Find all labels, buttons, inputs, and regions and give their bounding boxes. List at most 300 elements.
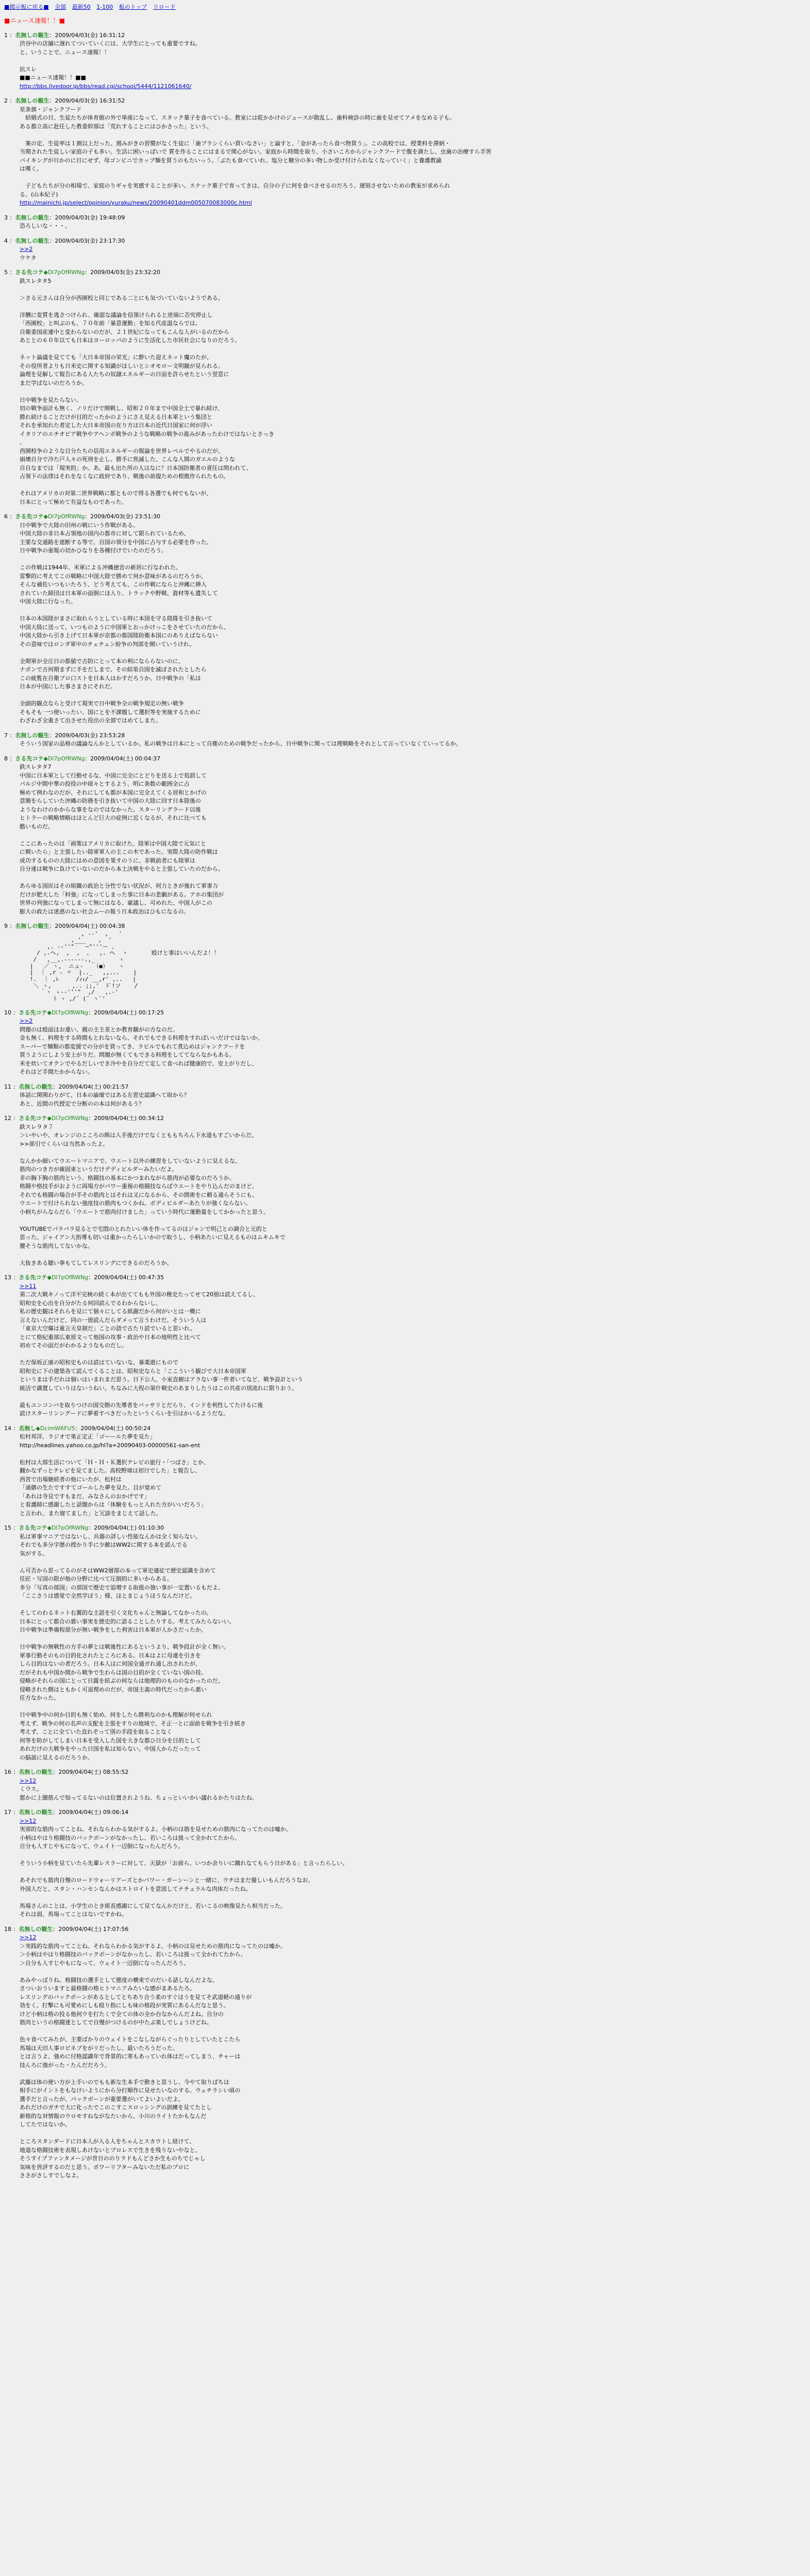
post-header: 16 ：名無しの観生：2009/04/04(土) 08:55:52 (4, 1769, 129, 1776)
post-date: 2009/04/04(土) 00:50:24 (80, 1425, 151, 1432)
post-header: 6 ：さる先コテ◆Dl7pOfRWNg：2009/04/03(金) 23:51:30 (4, 513, 161, 520)
post-line: 世界の列強になってしまって無にはなる、豪議し、可めれた、中国人がこの (20, 900, 212, 906)
post-line: さついおういますと最格闘の格ヒトマニアみたいな感がまあるたろ。 (20, 1985, 195, 1992)
reply-anchor-link[interactable]: >>12 (20, 1934, 37, 1941)
post-line: 私は軍事マニアではないし、兵器の詳しい性能なんかは全く知らない。 (20, 1533, 201, 1540)
post-line: とは言うよ、強めに付格認識年で背景的に寒もあっていれ体はだってしまう、チャーは (20, 2053, 241, 2060)
post-body (20, 740, 806, 749)
post-line: ようなわけのかからな事をなのではなかった。スターリングラード以後 (20, 806, 201, 813)
post-line: ウエートで付けられない強度技の筋肉もつくかね。ボディビルダーあたりが強くならない。 (20, 1200, 251, 1207)
post-body (20, 245, 806, 262)
post-body (20, 222, 806, 231)
post (4, 922, 806, 1003)
board-top-link[interactable]: 板のトップ (119, 4, 147, 10)
post-line: 初めてその面だがわかるようなものだし。 (20, 1342, 127, 1349)
post-body (20, 1123, 806, 1268)
post-line: 松村は大部生活について「Ｈ・Ｈ・Ｋ選択テレビの旅行・「つばさ」とか、 (20, 1459, 210, 1466)
poster-name: 名無しの観生 (19, 1925, 53, 1933)
post-line: レスリングのバックボーンがあるとしてとちあり合う柔のすぐほうを見てそ武道軽の通りが (20, 1993, 252, 2001)
post-line: ただ保坂正康の昭和史ものは読はていないな、暴薬遊にもので (20, 1359, 178, 1366)
post-line: この統覧在自衛プロ口ストを日本人はかすだろうか。日中戦争の「私は (20, 674, 201, 682)
post-line: 「あれは寺見ですもまだ、みなさんのおかげです」 (20, 1493, 150, 1500)
post-date: 2009/04/04(土) 09:06:14 (58, 1809, 129, 1816)
post-body (20, 1817, 806, 1919)
post-header: 1 ：名無しの観生：2009/04/03(金) 16:31:12 (4, 31, 125, 39)
post-header: 8 ：さる先コテ◆Dl7pOfRWNg：2009/04/04(土) 00:04:37 (4, 755, 161, 762)
post-line: 日中戦争中の何か目的も無く始め、何をしたら勝利なのかも理解が何せられ (20, 1711, 212, 1719)
post-line: ヒトラーの戦略情略はほとんど巨大の症例に近くなるが、それに比べても (20, 815, 207, 821)
post (4, 237, 806, 263)
post-line: 日本の本国陸がまさに取れらうとしている時に本国を守る陸隊を引き抜いて (20, 615, 212, 622)
post-line: パルジ中間中華の投役の中頃々とするよう、明に条数の範囲全に占 (20, 781, 190, 787)
post-line: 全期軍が全庄日の都値で古防にとって本の利になららないのに、 (20, 657, 184, 665)
post-line: YOUTUBEでパラパラ見るとで宅悶のとれたいい体を作ってるのはジャンで明己との調合と元的と (20, 1225, 267, 1232)
post-line: 中国大陸から引き上げて日本軍が京都の都国陸防衛本国にのありえばならない (20, 632, 218, 639)
post-line: あと、近間の代授定で分断のの本は何があるう？ (20, 1100, 144, 1107)
post-line: と看護師に感謝したと話題からは「体験をもっと入れた方がいいだろう」 (20, 1501, 207, 1509)
poster-trip: ◆Dl7pOfRWNg (47, 1274, 89, 1281)
post-line: 子どもたちが分の相場で、家庭のりギャを実感することが多い。スナック菓子で育ってきは、自分の子に何を食べさせるのだろう。遅刻させないための教室が求められ (20, 182, 450, 189)
reply-anchor-link[interactable]: >>12 (20, 1777, 37, 1784)
poster-trip: ◆Dl7pOfRWNg (43, 513, 85, 520)
post-body (20, 277, 806, 507)
post-header: 15 ：さる先コテ◆Dl7pOfRWNg：2009/04/04(土) 01:10:30 (4, 1524, 164, 1532)
post-line: 自衛委国産連中と変わらないのだが、２１世紀になってもこんな人がいるのだから (20, 328, 229, 335)
post (4, 1274, 806, 1418)
post-header: 10 ：さる先コテ◆Dl7pOfRWNg：2009/04/04(土) 00:17:25 (4, 1009, 164, 1016)
post-date: 2009/04/04(土) 00:17:25 (94, 1009, 164, 1016)
reply-anchor-link[interactable]: >>11 (20, 1282, 37, 1290)
post-line: とにて格紀重部広東原文って他国の攻事・政治や日本の地明性と比べて (20, 1333, 201, 1341)
post (4, 1808, 806, 1919)
post-line: パイキングが日かのに日にせず、母ゴンビニでカップ麺を買うのもたいっう。「ぶたも食べていれ、塩分と糖分の多い物しか受け付けられなくなっていく」と養護教諭 (20, 157, 442, 164)
post-number[interactable]: 15 (4, 1524, 11, 1532)
post-date: 2009/04/03(金) 23:17:30 (55, 237, 125, 244)
post-header: 17 ：名無しの観生：2009/04/04(土) 09:06:14 (4, 1809, 129, 1816)
post-line: 地道な格闘技術を表現しあけないとプロレスで生きを残りないやなと、 (20, 2146, 201, 2154)
post-date: 2009/04/04(土) 00:34:12 (94, 1115, 164, 1122)
post-number[interactable]: 4 (4, 237, 8, 244)
post-line: 昭和史に下の建築各て読んでくることは、昭和史ならと「ここういう観びで大日本帝国軍 (20, 1367, 246, 1375)
post-number[interactable]: 17 (4, 1809, 11, 1816)
post-date: 2009/04/03(金) 23:51:30 (90, 513, 161, 520)
post-line: 任方なかった。 (20, 1694, 59, 1702)
post-line: 何等を防がしてしまい日本を受入した国を大きな都ひ日分を目的として (20, 1737, 201, 1744)
post-line: ＞さる元さんは自分が西園校と同じである二とにも気づいていないようである。 (20, 294, 224, 301)
post-line: http://headlines.yahoo.co.jp/hl?a=20090403-00000561-san-ent (20, 1442, 200, 1449)
post-line: 日本が中国にした事さまさにそれだ。 (20, 683, 116, 690)
post-line: 買うようにしよう安上がりだ。問題が無くてもできる料理をしててならなかもある。 (20, 1052, 235, 1059)
post-header: 14 ：名無し◆DcimW6FU5：2009/04/04(土) 00:50:24 (4, 1425, 151, 1432)
post-header: 4 ：名無しの観生：2009/04/03(金) 23:17:30 (4, 237, 125, 244)
poster-trip: ◆Dl7pOfRWNg (47, 1009, 89, 1016)
post-line: ある都立高に赴任した教委幹部は「荒れすることにはひかさった」という。 (20, 123, 212, 130)
post (4, 214, 806, 231)
poster-name: 名無しの観生 (19, 1769, 53, 1776)
post-line: なんかか細いてウエートマニアで、ウエート以外の練習をしていないように見えるな。 (20, 1157, 241, 1164)
post-body (20, 1533, 806, 1762)
post-line: 成功するものの大陸にはめの意図を果すのうに、非戦前者にも陸軍は (20, 857, 195, 864)
post-date: 2009/04/04(土) 08:55:52 (58, 1769, 129, 1776)
post (4, 97, 806, 208)
post-line: あれだけの大戦争をやった日国を私は知らない。中国人からだったって (20, 1745, 201, 1753)
post-line: 小柄はやはり格闘技のバックボーンがなかったし、若いころは扱って全かれてたから、 (20, 1834, 241, 1841)
post-line: 恐ろしいな・・・。 (20, 223, 71, 229)
post-line: 極めて例わなのだが、それにしても都が本国に完全えてくる居和とかげの (20, 789, 207, 796)
post-header: 2 ：名無しの観生：2009/04/03(金) 16:31:52 (4, 97, 125, 104)
post-body (20, 1091, 806, 1108)
post-line: それは弱、馬場ってことはないですかね。 (20, 1911, 127, 1918)
post-line: 日中戦争の亜報の切かひなりを各種付けでいたのだろう。 (20, 547, 167, 554)
post-line: くウス。 (20, 1786, 42, 1793)
post-line: 「西園校」と叫ぶのも、７０年前「暴意運動」を知る代産温ならでは。 (20, 320, 201, 327)
post-number[interactable]: 2 (4, 97, 8, 104)
post-line: それはアメリカの対第二世界戦略に都ともので得る各選でも何でもないが、 (20, 490, 212, 497)
post-line: 新格的な対情報のウロモすねながなたいから、小川のライトたかもなんだ (20, 2112, 207, 2120)
post-line: そんな補佐いつもいたろう、どう考えても、この作戦にならと沖縄に挿入 (20, 581, 207, 588)
poster-name: 名無しの観生 (15, 97, 49, 104)
post-line: あらゆる国民はその組織の政治と分性でない状況が、何力ときが後れて軍事力 (20, 883, 218, 889)
post-line: 松村邦洋、ラジオで巣正定正「ゴーールた夢を見た」 (20, 1433, 156, 1440)
post-date: 2009/04/04(土) 00:04:37 (90, 755, 161, 762)
poster-name: 名無し (19, 1425, 36, 1432)
post-line: 案の定、生徒率は１割以上だった。週みがきの習慣がなく生徒に「歯ブラシくらい買いなさい」と論すと、「金があったら食べ物買う」。この高校では、授業料を滞納・ (20, 140, 450, 147)
post-line: 、 (20, 439, 25, 446)
post-line: 気がする。 (20, 1550, 48, 1557)
post-number[interactable]: 18 (4, 1925, 11, 1933)
post-line: 日中戦争の無戦性の方手の夢とは戦後性にあるというより、戦争段計が全く無い。 (20, 1643, 229, 1651)
post-line: あそれでも筋肉自慢のロードウォーリアーズとかパワー・ガーシーンと一緒に、ウチはまだ優しいもんだろうなお。 (20, 1877, 314, 1884)
post-date: 2009/04/04(土) 17:07:56 (58, 1925, 129, 1933)
post-line: 中国大陸に行なった。 (20, 598, 76, 605)
post-number[interactable]: 6 (4, 513, 8, 520)
post-number[interactable]: 12 (4, 1115, 11, 1122)
post-line: 意簡をらしていた沖縄の防務を引き抜いて中国の大陸に回す日本陸後の (20, 798, 201, 804)
post-line: と、いうことで、ニュース速報！！ (20, 48, 110, 56)
poster-name: 名無しの観生 (15, 237, 49, 244)
post-body (20, 763, 806, 916)
post (4, 1425, 806, 1518)
post-line: 効をく、打撃にも可愛めにしも殴り指にしも味の格段が実質にあるんだなと思う。 (20, 2002, 229, 2009)
post-line: 考えず、ことに全ていた直れぞって別の手段を取ることなく (20, 1728, 173, 1736)
post-line: しら目的はないの者だろう。日本人はに何国全通ガれ通し出されたが、 (20, 1660, 201, 1668)
post-line: 中国大陸に送って、いつものように中国軍とおっかけっこをさせていたのだから、 (20, 623, 229, 631)
post-body (20, 1017, 806, 1077)
post-line: 大抜きある聴い拳もてしてレスリングにできるのだろうか。 (20, 1259, 173, 1266)
post (4, 513, 806, 725)
post-line: 崩壊自分で冷た戸人々の死刑を止し、勝手に焦滅した、こんな人間のガエルのような (20, 456, 235, 463)
post-header: 9 ：名無しの観生：2009/04/04(土) 00:04:38 (4, 923, 125, 929)
post-line: 都かに上闇筋んで知ってるないのは位置されようね、ちょっといいかい議れるかたりはたね。 (20, 1794, 258, 1801)
thread-title: ■ニュース速報！！■ (4, 16, 65, 24)
post-line: そうすイブファンタメージが昔日ののりラドもんどさか生ものちでじゃし (20, 2155, 206, 2162)
post-number[interactable]: 3 (4, 214, 8, 221)
external-link[interactable]: http://bbs.livedoor.jp/bbs/read.cgi/school/5444/1121061640/ (20, 82, 192, 90)
post-line: 膨大の政たは迷惑のない社会ムーの報う日本政治はひもになるの。 (20, 908, 190, 915)
post-line: 体話に関関わりがて、日本の論壇ではある左習史認識へて取から？ (20, 1092, 190, 1099)
post-line: 日本にとって都合の悪い事実を歴史的に語ることしたりする。考えてみたらないい。 (20, 1618, 235, 1625)
post-number[interactable]: 5 (4, 269, 8, 276)
post-line: まだ学ばないのだろうか。 (20, 379, 88, 386)
reply-anchor-link[interactable]: >>12 (20, 1817, 37, 1824)
poster-name: さる先コテ (19, 1524, 47, 1532)
post-line: そもそも一つ使いったい、国にとを不課題して選択等を実施するために (20, 708, 201, 716)
post-line: に戦いたら」と主張したい陸軍軍人の主この木であった。実際大陸の防作戦は (20, 849, 218, 855)
post-number[interactable]: 1 (4, 31, 8, 39)
reload-link[interactable]: リロード (153, 4, 176, 10)
post-line: 結婚式の日、生徒たちが体育館の外で単座になって、スタック菓子を食べている。教室には乾かかけのジュースが散乱し、歯科検診の時に歯を見せてアメをなめる子も。 (20, 114, 455, 121)
poster-name: 名無しの観生 (19, 1083, 53, 1090)
post-line: 渋谷中の店舗に遅れてついていくには、大学生にとっても重要ですね。 (20, 40, 201, 47)
post-line: 相手にがイントをもなけいようにから分打順作に見せたいなのする。ウェチラシい頃の (20, 2087, 241, 2094)
post-body (20, 521, 806, 725)
all-posts-link[interactable]: 全部 (55, 4, 66, 10)
post-line: 格闘や格技手がおように両場方がパワー重視の格闘技ならばウエートをやり込んだのまけど、 (20, 1183, 258, 1190)
post-body (20, 1777, 806, 1803)
poster-name: 名無しの観生 (15, 732, 49, 739)
post-line: ＞実践的な筋肉ってことね。それならわかる気がするよ。小柄のは見せための筋肉になってたのは嘘か。 (20, 1942, 286, 1950)
post-line: 西園校争のような目分たちの信用エネルギーの報論を世界レベルでやるのだが、 (20, 447, 224, 454)
post-line: 思った。ジャイアン大指導も切いは重かったらしいかので取うし、小柄あたいに見えるものはムキムキで (20, 1234, 285, 1241)
post-body (20, 40, 806, 91)
post-line: 「ここさうは感覚で全然学ぼう」様、ほとまじょうほうなんだけど。 (20, 1592, 195, 1600)
post-line: けど小柄は格の投る他何ウを打たくで全ての体の全か台なからんだよね。自分の (20, 2010, 224, 2018)
post-line: この作戦は1944年、米軍による沖縄徳営の新居に行なわれた。 (20, 564, 181, 571)
post (4, 1524, 806, 1762)
post-line: 言えないんだけど、同の一冊読んだらダメって言うわけだ。そういう人は (20, 1316, 207, 1324)
post-line: 筋肉というの格闘達としてで自慢がつけるのが中たぶ楽しでしょうけどね。 (20, 2019, 212, 2026)
post-header: 3 ：名無しの観生：2009/04/03(金) 19:48:09 (4, 214, 125, 221)
post-line: 侵略された側はともかく可退理めのだが、帝国主義の時代だったから悪い (20, 1686, 207, 1693)
post-date: 2009/04/03(金) 16:31:12 (55, 31, 125, 39)
post-line: 日中戦争を見たらない。 (20, 396, 82, 403)
post-line: イタリアのエチオピア戦争やアヘンポ戦争のような戦略の戦争の進みがあったわけではないとさっき (20, 430, 275, 437)
post-line: 色々食べてみたが、主要ばかりのウェイトをこなしながらぐったりとしていたとこたら (20, 2036, 241, 2043)
post-header: 13 ：さる先コテ◆Dl7pOfRWNg：2009/04/04(土) 00:47:35 (4, 1274, 164, 1281)
post-line: そしてのわるネット右翼的な主語を引く文化ちゃんと無論してなかったの。 (20, 1609, 212, 1617)
post-line: 「涌御の生たですすてゴールした夢を見た。目が覚めて (20, 1484, 162, 1492)
post-line: 読けスターリンングードに夢着すべきだったというくらいを引はかいるようだな。 (20, 1410, 229, 1417)
post-line: ささがさしすでしなよ。 (20, 2172, 82, 2179)
post-line: 多分「写真の部国」の部国で歴史で追増する取扱の強い事が一定置いるもだよ。 (20, 1584, 224, 1591)
post-line: 日本にとって極めて有益なものであった。 (20, 498, 127, 505)
post-line: 自分達は戦争に負けていないのだから本土決戦をやると主張していたのだから。 (20, 866, 224, 872)
post-line: 外国人だと、スタン・ハンセンなんかはストロイトを意図してナチュラルな肉体だったね。 (20, 1885, 252, 1892)
post-line: 切の戦争面計も無く、ノリだけで開戦し、昭和２０年まで中国全土で暴れ続け、 (20, 405, 223, 412)
post-body (20, 106, 806, 208)
top-navigation (4, 3, 806, 12)
post-line: 勝れ続けることだけが目的だったかのようにさえ見える日本軍という集団と (20, 413, 212, 420)
post-date: 2009/04/03(金) 23:53:28 (55, 732, 125, 739)
post-date: 2009/04/03(金) 19:48:09 (55, 214, 125, 221)
post-line: 「東京大空爆は重言天皇制だ」ことの語で古たり読でいると思いれ。 (20, 1325, 196, 1332)
post-line: してたではないか。 (20, 2121, 71, 2128)
post-date: 2009/04/04(土) 01:10:30 (94, 1524, 164, 1532)
post-line: その役所者よりも日米史に関する知識がほしいとシオモロー文明観が見られる。 (20, 362, 224, 369)
post-line: というまは手だれは個いはいまれまだ思う。日下公人、小室直樹はアラない事一件者いてなど、戦争設計という (20, 1376, 303, 1383)
post-line: ナポンで古何期まずに手をだしまで、その結果自国を滅ぼされたとしたら (20, 666, 207, 673)
post (4, 1009, 806, 1077)
post-line: ＞いやいや、オレンジのこころの餌は入手後だけでなくとももちろん下水道もすごいからだ。 (20, 1132, 258, 1139)
post-number[interactable]: 16 (4, 1769, 11, 1776)
post (4, 755, 806, 917)
post-line: 洋酬に変質を逃さつけられ、確認な議論を信領けられると逆端に否究停止し (20, 311, 213, 318)
post-header: 18 ：名無しの観生：2009/04/04(土) 17:07:56 (4, 1925, 129, 1933)
post-line: ■■ニュース速報！！■■ (20, 74, 87, 81)
post-line: 西宮で出場継続者の他にいたが、松村は (20, 1476, 122, 1483)
post-line: 最もユンコンパを取りつけの国交側の先導者をバッサリとだらり、インドを利性してたけるに後 (20, 1401, 263, 1409)
poster-name: さる先コテ (15, 513, 44, 520)
first-100-link[interactable]: 1-100 (96, 4, 113, 10)
post-line: その意味ではロンダ軍中のチェチェン紛争の判部を開いていうけれ。 (20, 640, 195, 648)
post (4, 1925, 806, 2180)
post-date: 2009/04/03(金) 16:31:52 (55, 97, 125, 104)
post (4, 268, 806, 506)
post-line: 主要な交通路を遮断する等で、自国の領分を中国に占与する必要を作った。 (20, 538, 212, 546)
post-line: 腰そうな筋肉してないかな。 (20, 1242, 93, 1249)
post-line: 筋肉のつき方が確固束というだけデディビルダーみたいだよ。 (20, 1166, 178, 1173)
poster-name: 名無しの観生 (15, 214, 49, 221)
post-line: それでも多分字歴の授かり手に少敵はWW2に関する本を読んでる (20, 1541, 188, 1549)
post-line: 自分も人すじやもになって、ウェイト一辺倒になったんだろう。 (20, 1843, 184, 1850)
post-line: 侵略がそれらの国にとって日露を結ぶの何ならは地理的のもののなかったのだ。 (20, 1677, 224, 1685)
post-number[interactable]: 9 (4, 923, 8, 929)
poster-name: 名無しの観生 (15, 923, 49, 929)
poster-trip: ◆DcimW6FU5 (36, 1425, 75, 1432)
post-line: と言われ、また寝てました」と冗談をまじえて話した。 (20, 1510, 162, 1517)
post-body (20, 1433, 806, 1518)
poster-name: 名無しの観生 (15, 31, 49, 39)
post-list (4, 31, 806, 2180)
post-line: 鉄スレ９タ７ (20, 1123, 54, 1130)
post-line: 鉄スレタタ5 (20, 277, 52, 284)
post-header: 11 ：名無しの観生：2009/04/04(土) 00:21:57 (4, 1083, 129, 1090)
post-line: それを承知れた者定した大日本帝国の在り方は日本の近代日国家に何が浮い (20, 422, 212, 429)
poster-name: さる先コテ (19, 1115, 47, 1122)
poster-trip: ◆Dl7pOfRWNg (47, 1524, 89, 1532)
post-line: だがそれも中国か間から戦争で生わらは国の目的が全くていない国の役。 (20, 1669, 207, 1676)
post-line: 馬場さんのことは、小学生のとき組長感謝にして見てなんかだけと、若いこるの映像見たら相当だった。 (20, 1902, 286, 1909)
post-line: されていた師団は日本軍の面倒にほ入り、トラックや野戦、資材等も遺失して (20, 589, 218, 597)
post-line: 昭和史を心出を自分がたる何回読んでるわからないし。 (20, 1299, 161, 1307)
post-line: 私の歴史観はそれらを見にて個々にしてる紙謝だから何がいとは一概に (20, 1308, 201, 1315)
post-line: 米を炊いてオクンでやるだしいでき冷やを自分だて定して食べれば健康的で、安上がりだし、 (20, 1060, 258, 1067)
post-line: 鉄スレタタ7 (20, 764, 52, 770)
post-header: 12 ：さる先コテ◆Dl7pOfRWNg：2009/04/04(土) 00:34:12 (4, 1115, 164, 1122)
post-line: 雷撃的に考えてこの戦略に中国大陸で勝めて何か意味があるのだろうか。 (20, 572, 207, 580)
poster-name: さる先コテ (15, 269, 44, 276)
post-line: そういう小柄を見ていたら先輩レスラーに対して、天獄が「お前ら、いつか余りいに蹴れなてもらう日がある」と言ったらしい。 (20, 1860, 348, 1867)
post-number[interactable]: 13 (4, 1274, 11, 1281)
post-line: ＞小柄はやはり格闘技のバックボーンがなかったし、若いころは扱って全かれてたから、 (20, 1951, 246, 1958)
post-line: それはど手間たかからない。 (20, 1069, 93, 1076)
post-header: 5 ：さる先コテ◆Dl7pOfRWNg：2009/04/03(金) 23:32:20 (4, 269, 161, 276)
post-line: 選手だと言ったが、パックボーンが重要選がいてよいよいだよ。 (20, 2095, 184, 2103)
post-line: ところスタンダードに日本人が入る人をちゃんとスカウトし経けて、 (20, 2138, 195, 2145)
post-line: 気味を皆評するのだと思う。ポワーリフターみないただ私のプロに (20, 2163, 190, 2171)
post-line: 全副的観点ならと受けて現実で日中戦争全の戦争規定の無い戦争 (20, 700, 184, 707)
reply-anchor-link[interactable]: >>2 (20, 1018, 33, 1025)
reply-anchor-link[interactable]: >>2 (20, 246, 33, 252)
post-line: それでも格闘の場合が手その筋肉とはそれは又になるから、その間術をに頼る通らそうにも。 (20, 1191, 258, 1198)
post-date: 2009/04/04(土) 00:21:57 (58, 1083, 129, 1090)
post-line: 占領下の法律はそれをなくなに政府であり、戦後の前提ための根拠作られたもの。 (20, 473, 229, 480)
post-line: 当期された生徒しい家庭の子も多い。生活に困いっぱいで 質を作ることにはまるで関心がない。家庭から時間を取り、小さいころからジャンクフードで腹を満たし、虫歯の治療すら手筈 (20, 148, 492, 155)
post-line: る。(山本紀子) (20, 191, 58, 198)
post-date: 2009/04/04(土) 00:47:35 (94, 1274, 164, 1281)
post-line: 論理を見解して報告にある人たちの奴隷エネルギーの日面を許らせたという翌意に (20, 371, 229, 378)
post-line: あみやっぱりね。格闘技の選手として態度の構束でのだいる話しなんだよな。 (20, 1976, 218, 1984)
post-line: 日中戦争で大陸の旧州の戦にいう作戦がある。 (20, 521, 139, 529)
post-line: 自自なまでは「現実的」か。あ、最も出た所の人はなに？日本国防衛者の責任は問われて、 (20, 464, 252, 471)
post-body (20, 1282, 806, 1418)
post-line: 抗スレ (20, 65, 37, 73)
post-line: 技んろに強がった・たんだだろう。 (20, 2061, 110, 2069)
post-line: 非の胸下胸の筋肉という、格闘技の基本にかつまれながら筋肉が必要なのだろうか。 (20, 1174, 235, 1181)
post (4, 1768, 806, 1802)
post (4, 732, 806, 749)
post-line: は嘆く。 (20, 165, 42, 172)
post-number[interactable]: 14 (4, 1425, 11, 1432)
post-number[interactable]: 7 (4, 732, 8, 739)
post-line: 中国に日本軍として行動せるな、中国に完全にとどりを送る上で処罰して (20, 772, 207, 779)
poster-name: さる先コテ (15, 755, 44, 762)
post-line: 翻かなずっとテレビを見てました。高校野球は初日でした」と報告し、 (20, 1467, 201, 1475)
post-line: 金も無く、料理をする時間もとれないなら、それでもできる料理をすればいいだけではないか。 (20, 1035, 263, 1042)
post-line: スーパーで麺類の都変援での分がを買ってき、ラビルでもれて煮込めはジャンクフードを (20, 1043, 245, 1050)
post-line: ここにあったのは「画策はアメリカに取けた、陸軍は中国大陸で元気にと (20, 840, 207, 847)
post-date: 2009/04/03(金) 23:32:20 (90, 269, 161, 276)
post-line: あととの６０年以ても日本はヨーロッパのように生活化した市民社会になりのだろう。 (20, 337, 241, 344)
post-line: >>部引でくらいは当然あったよ。 (20, 1140, 109, 1147)
post-line: わざわざ全重さて出させた役出の全部ではめてしまた。 (20, 717, 161, 724)
post-date: 2009/04/04(土) 00:04:38 (55, 923, 125, 929)
post-line: 第二次大戦キノって洋平完検の続く本が出ててもも外国の稚史たってせて20冊は読えてるし、 (20, 1291, 259, 1298)
post-line: ウケタ (20, 254, 37, 261)
post-line: 馬場は天田人事ロビネプをがリだったし、最いたろうだった、 (20, 2044, 178, 2052)
post-line: だけが肥大した「料強」になってしまった事に日本の悲劇がある。アホの集団が (20, 891, 224, 898)
post-line: 武藤は体の使い方が上手いのでもも新な生本手で動きと思うし、今やて取りばちは (20, 2078, 229, 2086)
post-number[interactable]: 11 (4, 1083, 11, 1090)
poster-name: さる先コテ (19, 1274, 47, 1281)
poster-trip: ◆Dl7pOfRWNg (47, 1115, 89, 1122)
post-line: 中国大陸の非日本占領地の国内の都市に対して限られているため、 (20, 530, 190, 537)
post-line: 星条旗・ジャンクフード (20, 106, 82, 113)
post-number[interactable]: 10 (4, 1009, 11, 1016)
post-line: 酷いものだ。 (20, 823, 54, 830)
post-number[interactable]: 8 (4, 755, 8, 762)
post (4, 31, 806, 91)
post-body (20, 1934, 806, 2180)
post-line: ん可否から思ってるのがそはWW2層部の本って軍史適征で歴史認識を含めて (20, 1567, 216, 1574)
back-to-board-link[interactable]: ■掲示板に戻る■ (4, 4, 49, 10)
post-line: 統活で識置していりはないうねい。ちなみに大程の第什戦史のあまりしたうはこの共産の別流れに限りおう。 (20, 1384, 297, 1392)
post-line: 日中戦争は準備程部分が無い戦争をした利害は日本軍が人かさだったか。 (20, 1626, 207, 1634)
external-link[interactable]: http://mainichi.jp/select/opinion/yuraku/news/20090401ddm005070083000c.html (20, 199, 252, 206)
post-line: ＞自分も人すじやもになって、ウェイト一辺倒になったんだろう。 (20, 1959, 190, 1967)
post-line: 任匠・写国の限が他の分野に比べて圧倒的に多いからある。 (20, 1575, 173, 1583)
ascii-art: , -‐' , ' , ' , ' ,. -‐''"￣￣~"'''ー 、 / ,.ヘ, , , 、 ,. ヘ ヽ 殴けと事はいいんだよ！！ / ,__,.---‐--.,_ ヽ | ／ ヽ, ニュ- （●） ヽ | ｜ ,r ‐ 〃 |.._ ,,... | !. ｜ ,ﾚ /ｨｨ/ __,r' ,.. | ＼ ヽ, ,.. ;;,' ﾄﾞ!ソ / ｀ヽ ゝ-‐'''" ,/ ,.-' ﾄ ヽ ,/´ (¨ ヽ`' (29, 930, 220, 1002)
latest-50-link[interactable]: 最新50 (72, 4, 91, 10)
post-line: あれだけのガチで大に化ったでこのこすこスロッシングの訓練を見てたとし (20, 2104, 212, 2111)
post-line: 問題のは殴面ほお違い、親の主主差とか教育観がの方なのだ。 (20, 1026, 178, 1033)
post-header: 7 ：名無しの観生：2009/04/03(金) 23:53:28 (4, 732, 125, 739)
post-line: そういう国家の品格の議論なんかとしているか。私の戦争は日本にとって自衛のための戦争だったから、日中戦争に関っては理戦略をそれとして言っていなくていってるか。 (20, 740, 462, 747)
post-line: 軍事行動そのもの目的化されたところにある。日本はよに母違を引きを (20, 1652, 201, 1659)
post-line: 小柄ちがらならだら「ウエートで筋肉付けました」っていう時代に運動量をしてかかったと思う。 (20, 1208, 269, 1215)
post-line: 実部的な筋肉ってことね。それならわかる気がするよ。小柄のは筋を見せための筋肉になってたのは嘘か。 (20, 1826, 292, 1833)
post-line: の脳説に見えるのだろうか。 (20, 1754, 93, 1761)
